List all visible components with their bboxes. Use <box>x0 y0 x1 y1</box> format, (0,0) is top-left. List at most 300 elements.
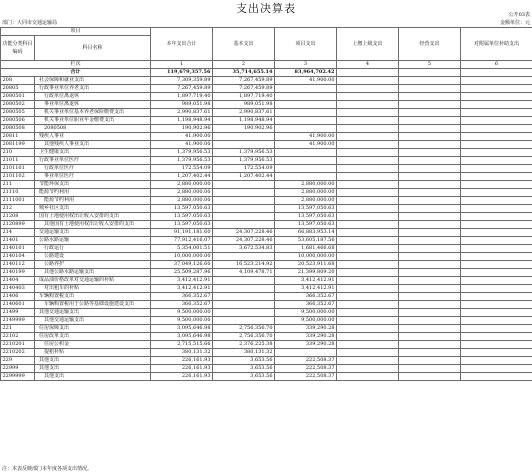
row-value-4 <box>337 213 399 221</box>
row-value-2 <box>213 189 275 197</box>
row-value-3: 66,883,953.14 <box>275 229 337 237</box>
table-row <box>1 269 532 277</box>
row-value-4 <box>337 157 399 165</box>
row-name: 机关事业单位职业年金缴费支出 <box>35 117 151 125</box>
row-value-2: 1,198,948.94 <box>213 117 275 125</box>
row-name: 国有土地使用权出让收入安排的支出 <box>35 213 151 221</box>
row-value-5 <box>399 277 461 285</box>
row-name: 2080508 <box>35 125 151 133</box>
row-value-1: 172,554.09 <box>151 165 213 173</box>
row-value-4 <box>337 349 399 357</box>
row-name: 社会保障和就业支出 <box>35 77 151 85</box>
row-value-2 <box>213 253 275 261</box>
row-value-3: 13,597,050.63 <box>275 213 337 221</box>
row-value-2 <box>213 141 275 149</box>
row-name: 其他交通运输支出 <box>35 309 151 317</box>
row-value-4 <box>337 85 399 93</box>
row-name: 其他国有土地使用权出让收入安排的支出 <box>35 221 151 229</box>
row-value-1: 366,352.67 <box>151 301 213 309</box>
header-col-index-label: 栏次 <box>1 61 151 69</box>
row-name: 行政单位离退休 <box>35 93 151 101</box>
total-value-5 <box>399 69 461 77</box>
row-value-6 <box>461 101 532 109</box>
row-value-6 <box>461 109 532 117</box>
table-row <box>1 189 532 197</box>
row-value-5 <box>399 173 461 181</box>
row-value-6 <box>461 277 532 285</box>
row-value-6 <box>461 341 532 349</box>
row-value-1: 5,354,001.51 <box>151 245 213 253</box>
row-code: 2140101 <box>1 245 35 253</box>
col-index-1: 1 <box>151 61 213 69</box>
row-code: 2210201 <box>1 341 35 349</box>
row-value-5 <box>399 301 461 309</box>
row-value-1: 2,880,000.00 <box>151 189 213 197</box>
row-value-4 <box>337 269 399 277</box>
department-label: 部门：大同市交通运输局 <box>2 20 58 26</box>
row-value-5 <box>399 157 461 165</box>
row-value-5 <box>399 149 461 157</box>
row-value-1: 13,597,050.63 <box>151 213 213 221</box>
row-value-3: 41,900.00 <box>275 133 337 141</box>
row-value-2 <box>213 277 275 285</box>
row-value-6 <box>461 261 532 269</box>
row-code: 2080506 <box>1 117 35 125</box>
row-value-5 <box>399 165 461 173</box>
row-code: 2111001 <box>1 197 35 205</box>
row-value-4 <box>337 317 399 325</box>
row-value-4 <box>337 253 399 261</box>
table-row <box>1 213 532 221</box>
row-value-3: 9,500,000.00 <box>275 317 337 325</box>
row-value-5 <box>399 365 461 373</box>
row-value-6 <box>461 269 532 277</box>
row-value-2 <box>213 293 275 301</box>
row-value-3: 222,508.37 <box>275 365 337 373</box>
row-value-4 <box>337 101 399 109</box>
row-name: 机关事业单位基本养老保险缴费支出 <box>35 109 151 117</box>
row-code: 2299999 <box>1 373 35 381</box>
row-value-4 <box>337 141 399 149</box>
row-value-4 <box>337 309 399 317</box>
row-code: 2101101 <box>1 165 35 173</box>
row-value-5 <box>399 245 461 253</box>
row-code: 208 <box>1 77 35 85</box>
row-code: 2140112 <box>1 261 35 269</box>
table-row <box>1 125 532 133</box>
row-value-6 <box>461 173 532 181</box>
row-value-1: 3,412,412.91 <box>151 277 213 285</box>
row-value-3: 13,597,050.63 <box>275 221 337 229</box>
row-value-5 <box>399 77 461 85</box>
row-code: 2120899 <box>1 221 35 229</box>
table-row <box>1 141 532 149</box>
row-value-3: 2,880,000.00 <box>275 189 337 197</box>
table-row <box>1 237 532 245</box>
row-code: 21406 <box>1 293 35 301</box>
table-row <box>1 133 532 141</box>
row-name: 行政运行 <box>35 245 151 253</box>
row-name: 车辆购置税用于公路等基础设施建设支出 <box>35 301 151 309</box>
row-value-6 <box>461 309 532 317</box>
row-value-4 <box>337 189 399 197</box>
row-value-6 <box>461 205 532 213</box>
row-code: 2081199 <box>1 141 35 149</box>
row-value-3: 339,290.28 <box>275 325 337 333</box>
table-row <box>1 117 532 125</box>
row-value-1: 3,095,646.98 <box>151 333 213 341</box>
unit-label: 金额单位：元 <box>499 20 530 26</box>
row-name: 其他支出 <box>35 373 151 381</box>
footnote: 注：本表反映部门本年度各项支出情况。 <box>2 466 93 472</box>
row-value-2: 1,207,402.44 <box>213 173 275 181</box>
row-code: 2140403 <box>1 285 35 293</box>
row-value-2: 1,379,956.53 <box>213 157 275 165</box>
row-value-3: 222,508.37 <box>275 357 337 365</box>
row-value-5 <box>399 85 461 93</box>
total-label: 合计 <box>1 69 151 77</box>
table-row <box>1 101 532 109</box>
row-value-5 <box>399 293 461 301</box>
row-value-3: 366,352.67 <box>275 301 337 309</box>
row-value-6 <box>461 117 532 125</box>
table-row <box>1 181 532 189</box>
row-value-3 <box>275 101 337 109</box>
row-value-4 <box>337 165 399 173</box>
table-row <box>1 309 532 317</box>
row-value-5 <box>399 285 461 293</box>
row-value-2 <box>213 133 275 141</box>
row-value-6 <box>461 245 532 253</box>
row-value-1: 2,990,837.61 <box>151 109 213 117</box>
row-code: 2210202 <box>1 349 35 357</box>
table-row <box>1 157 532 165</box>
row-value-2: 7,267,459.89 <box>213 77 275 85</box>
row-value-2 <box>213 301 275 309</box>
row-name: 其他公路水路运输支出 <box>35 269 151 277</box>
row-value-1: 380,131.32 <box>151 349 213 357</box>
row-name: 公路养护 <box>35 261 151 269</box>
row-code: 2149999 <box>1 317 35 325</box>
row-code: 21208 <box>1 213 35 221</box>
row-name: 行政事业单位养老支出 <box>35 85 151 93</box>
header-col-2: 基本支出 <box>213 28 275 61</box>
row-name: 车辆购置税支出 <box>35 293 151 301</box>
row-value-2: 3,653.56 <box>213 365 275 373</box>
row-value-4 <box>337 149 399 157</box>
row-value-1: 190,902.96 <box>151 125 213 133</box>
header-col-6: 对附属单位补助支出 <box>461 28 532 61</box>
row-value-4 <box>337 237 399 245</box>
row-code: 212 <box>1 205 35 213</box>
row-value-5 <box>399 317 461 325</box>
row-value-2: 1,897,719.40 <box>213 93 275 101</box>
row-value-6 <box>461 285 532 293</box>
row-name: 行政事业单位医疗 <box>35 157 151 165</box>
row-name: 其他支出 <box>35 365 151 373</box>
header-col-1: 本年支出合计 <box>151 28 213 61</box>
row-value-4 <box>337 373 399 381</box>
total-row <box>1 69 532 77</box>
row-value-1: 2,715,515.66 <box>151 341 213 349</box>
row-code: 21401 <box>1 237 35 245</box>
row-value-4 <box>337 365 399 373</box>
row-value-6 <box>461 85 532 93</box>
row-value-6 <box>461 253 532 261</box>
row-value-2: 989,051.98 <box>213 101 275 109</box>
table-row <box>1 285 532 293</box>
row-value-2 <box>213 181 275 189</box>
row-value-5 <box>399 357 461 365</box>
row-value-1: 91,191,181.60 <box>151 229 213 237</box>
row-name: 城乡社区支出 <box>35 205 151 213</box>
row-value-2: 1,379,956.53 <box>213 149 275 157</box>
table-row <box>1 173 532 181</box>
row-value-6 <box>461 221 532 229</box>
row-value-6 <box>461 165 532 173</box>
row-name: 其他支出 <box>35 357 151 365</box>
row-code: 22102 <box>1 333 35 341</box>
row-value-5 <box>399 373 461 381</box>
row-value-2 <box>213 205 275 213</box>
row-name: 能源节约利用 <box>35 197 151 205</box>
row-value-3: 222,508.37 <box>275 373 337 381</box>
table-row <box>1 293 532 301</box>
row-value-6 <box>461 301 532 309</box>
table-row <box>1 277 532 285</box>
row-name: 能源节约利用 <box>35 189 151 197</box>
row-value-2: 24,307,228.46 <box>213 237 275 245</box>
row-value-5 <box>399 253 461 261</box>
row-value-5 <box>399 125 461 133</box>
row-value-1: 13,597,050.63 <box>151 221 213 229</box>
row-value-1: 13,597,050.63 <box>151 205 213 213</box>
row-value-4 <box>337 357 399 365</box>
row-value-2 <box>213 309 275 317</box>
table-row <box>1 261 532 269</box>
row-value-6 <box>461 293 532 301</box>
total-value-6 <box>461 69 532 77</box>
row-value-5 <box>399 229 461 237</box>
row-code: 2080501 <box>1 93 35 101</box>
row-value-4 <box>337 93 399 101</box>
row-value-1: 25,509,287.96 <box>151 269 213 277</box>
table-row <box>1 341 532 349</box>
table-row <box>1 301 532 309</box>
table-row <box>1 325 532 333</box>
table-row <box>1 229 532 237</box>
table-row <box>1 221 532 229</box>
row-value-2: 16,523,214.92 <box>213 261 275 269</box>
row-value-2 <box>213 221 275 229</box>
row-value-4 <box>337 245 399 253</box>
row-value-6 <box>461 229 532 237</box>
row-value-1: 2,880,000.00 <box>151 181 213 189</box>
row-value-4 <box>337 221 399 229</box>
row-value-1: 1,379,956.53 <box>151 149 213 157</box>
row-value-3: 9,500,000.00 <box>275 309 337 317</box>
row-name: 节能环保支出 <box>35 181 151 189</box>
row-value-1: 7,267,459.89 <box>151 85 213 93</box>
row-value-3: 41,900.00 <box>275 77 337 85</box>
total-value-2: 35,714,655.14 <box>213 69 275 77</box>
row-value-5 <box>399 93 461 101</box>
row-value-6 <box>461 181 532 189</box>
row-value-5 <box>399 341 461 349</box>
row-value-3: 41,900.00 <box>275 141 337 149</box>
row-value-5 <box>399 325 461 333</box>
row-code: 21404 <box>1 277 35 285</box>
row-value-2 <box>213 317 275 325</box>
table-row <box>1 245 532 253</box>
row-value-3: 53,605,187.56 <box>275 237 337 245</box>
row-name: 行政单位医疗 <box>35 165 151 173</box>
row-value-4 <box>337 133 399 141</box>
row-name: 公路水路运输 <box>35 237 151 245</box>
row-value-1: 1,207,402.44 <box>151 173 213 181</box>
row-value-2: 172,554.09 <box>213 165 275 173</box>
row-value-4 <box>337 181 399 189</box>
row-value-1: 7,309,359.89 <box>151 77 213 85</box>
row-value-5 <box>399 197 461 205</box>
row-value-6 <box>461 93 532 101</box>
col-index-6: 6 <box>461 61 532 69</box>
row-value-3 <box>275 93 337 101</box>
row-value-2: 24,307,228.46 <box>213 229 275 237</box>
total-value-1: 119,679,357.56 <box>151 69 213 77</box>
row-value-3 <box>275 149 337 157</box>
table-row <box>1 85 532 93</box>
row-value-5 <box>399 133 461 141</box>
row-value-2: 2,376,225.38 <box>213 341 275 349</box>
row-value-4 <box>337 285 399 293</box>
row-value-2: 4,109,478.71 <box>213 269 275 277</box>
row-code: 214 <box>1 229 35 237</box>
row-value-4 <box>337 333 399 341</box>
row-value-5 <box>399 117 461 125</box>
row-code: 2080505 <box>1 109 35 117</box>
row-value-1: 226,161.93 <box>151 357 213 365</box>
row-code: 2080502 <box>1 101 35 109</box>
row-value-3 <box>275 125 337 133</box>
row-value-5 <box>399 141 461 149</box>
row-value-3: 3,412,412.91 <box>275 285 337 293</box>
row-value-2: 190,902.96 <box>213 125 275 133</box>
row-value-6 <box>461 133 532 141</box>
row-value-3: 20,523,911.68 <box>275 261 337 269</box>
row-value-3: 366,352.67 <box>275 293 337 301</box>
table-row <box>1 365 532 373</box>
row-value-1: 1,198,948.94 <box>151 117 213 125</box>
row-value-1: 77,912,416.07 <box>151 237 213 245</box>
row-value-2: 2,756,356.70 <box>213 333 275 341</box>
row-value-4 <box>337 261 399 269</box>
header-project: 项目 <box>1 28 151 36</box>
row-value-5 <box>399 261 461 269</box>
row-name: 成品油价格改革对交通运输的补贴 <box>35 277 151 285</box>
row-value-3 <box>275 109 337 117</box>
row-code: 211 <box>1 181 35 189</box>
row-value-5 <box>399 221 461 229</box>
row-value-1: 41,900.00 <box>151 141 213 149</box>
row-name: 交通运输支出 <box>35 229 151 237</box>
row-value-1: 9,500,000.00 <box>151 309 213 317</box>
row-code: 2080508 <box>1 125 35 133</box>
row-value-1: 989,051.98 <box>151 101 213 109</box>
row-value-1: 366,352.67 <box>151 293 213 301</box>
row-value-2: 3,653.56 <box>213 357 275 365</box>
row-value-5 <box>399 269 461 277</box>
row-value-6 <box>461 317 532 325</box>
row-value-6 <box>461 349 532 357</box>
table-row <box>1 317 532 325</box>
row-code: 21499 <box>1 309 35 317</box>
row-code: 210 <box>1 149 35 157</box>
row-value-1: 41,900.00 <box>151 133 213 141</box>
row-value-1: 37,049,126.60 <box>151 261 213 269</box>
row-value-4 <box>337 77 399 85</box>
table-row <box>1 93 532 101</box>
col-index-3: 3 <box>275 61 337 69</box>
row-name: 公路建设 <box>35 253 151 261</box>
row-value-1: 1,897,719.40 <box>151 93 213 101</box>
row-name: 事业单位医疗 <box>35 173 151 181</box>
row-value-1: 226,161.93 <box>151 373 213 381</box>
header-col-4: 上缴上级支出 <box>337 28 399 61</box>
row-value-2: 380,131.32 <box>213 349 275 357</box>
table-row <box>1 357 532 365</box>
row-value-1: 10,000,000.00 <box>151 253 213 261</box>
row-value-6 <box>461 141 532 149</box>
row-value-3 <box>275 157 337 165</box>
row-value-4 <box>337 109 399 117</box>
header-code: 功能分类科目编码 <box>1 36 35 61</box>
table-row <box>1 149 532 157</box>
row-value-6 <box>461 197 532 205</box>
row-value-2: 2,756,356.70 <box>213 325 275 333</box>
row-value-6 <box>461 77 532 85</box>
row-value-3: 2,880,000.00 <box>275 181 337 189</box>
row-value-5 <box>399 333 461 341</box>
row-value-5 <box>399 237 461 245</box>
row-value-2: 3,672,534.83 <box>213 245 275 253</box>
row-value-6 <box>461 357 532 365</box>
table-row <box>1 253 532 261</box>
row-value-1: 1,379,956.53 <box>151 157 213 165</box>
row-value-1: 3,095,646.98 <box>151 325 213 333</box>
row-value-5 <box>399 205 461 213</box>
table-row <box>1 205 532 213</box>
row-value-4 <box>337 325 399 333</box>
row-value-6 <box>461 149 532 157</box>
row-code: 21011 <box>1 157 35 165</box>
row-name: 提租补贴 <box>35 349 151 357</box>
row-value-6 <box>461 189 532 197</box>
row-value-3: 13,597,050.63 <box>275 205 337 213</box>
row-value-5 <box>399 309 461 317</box>
total-value-3: 83,964,702.42 <box>275 69 337 77</box>
row-value-2 <box>213 285 275 293</box>
row-value-4 <box>337 341 399 349</box>
row-value-5 <box>399 213 461 221</box>
table-row <box>1 165 532 173</box>
row-value-3: 2,880,000.00 <box>275 197 337 205</box>
row-value-3: 339,290.28 <box>275 333 337 341</box>
row-value-5 <box>399 181 461 189</box>
row-value-5 <box>399 109 461 117</box>
row-code: 2140601 <box>1 301 35 309</box>
row-value-4 <box>337 125 399 133</box>
